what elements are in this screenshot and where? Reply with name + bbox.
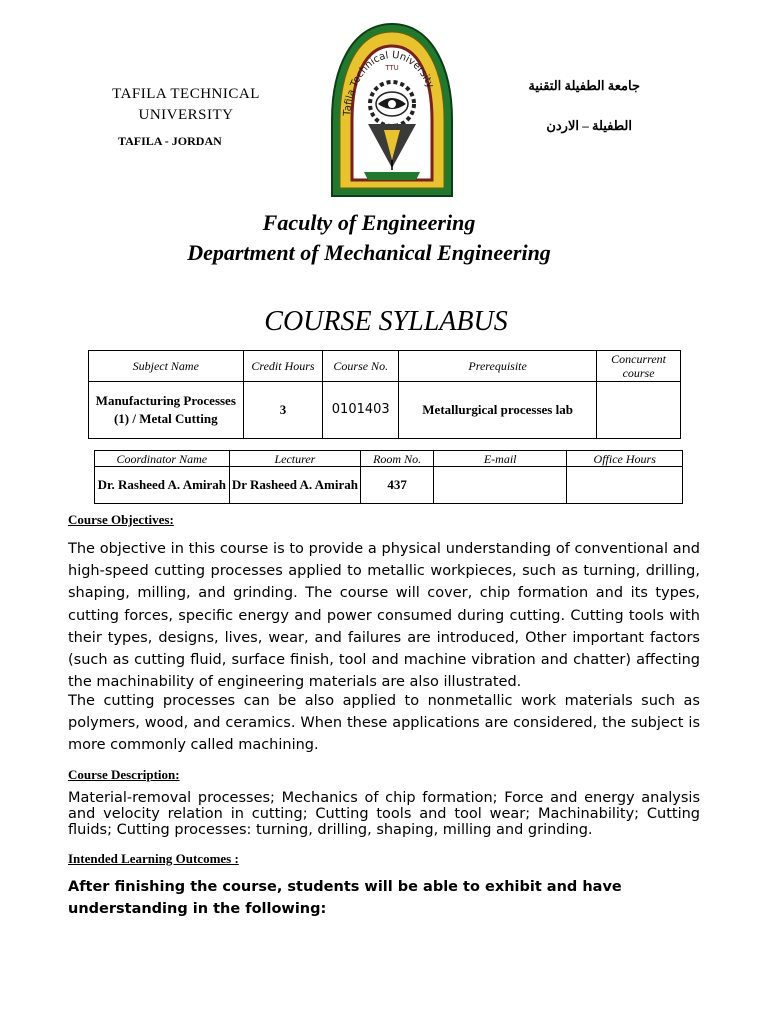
outcomes-heading: Intended Learning Outcomes :	[68, 851, 239, 866]
outcomes-intro: After finishing the course, students will be able to exhibit and have understanding in the following:	[68, 879, 622, 918]
course-info-row	[89, 382, 681, 439]
department-title: Department of Mechanical Engineering	[187, 240, 551, 265]
cell-concurrent-course	[597, 382, 681, 439]
cell-email	[433, 467, 566, 504]
university-name-ar: جامعة الطفيلة التقنية	[528, 78, 640, 93]
header-lecturer: Lecturer	[229, 451, 361, 467]
header-prerequisite: Prerequisite	[399, 351, 597, 382]
header-room-no: Room No.	[361, 451, 434, 467]
header-course-no: Course No.	[323, 351, 399, 382]
staff-info-row	[95, 467, 683, 504]
description-heading: Course Description:	[68, 767, 180, 782]
header-concurrent-course: Concurrent course	[597, 351, 681, 382]
cell-credit-hours: 3	[243, 382, 323, 439]
cell-coordinator-name: Dr. Rasheed A. Amirah	[95, 467, 230, 504]
faculty-title: Faculty of Engineering	[262, 210, 476, 235]
objectives-heading: Course Objectives:	[68, 512, 174, 527]
staff-info-header-row	[95, 451, 683, 467]
svg-text:Tafila Technical University: Tafila Technical University	[342, 49, 436, 117]
header-subject-name: Subject Name	[89, 351, 244, 382]
header-credit-hours: Credit Hours	[243, 351, 323, 382]
university-logo	[328, 20, 456, 202]
cell-subject-name: Manufacturing Processes (1) / Metal Cutting	[89, 382, 244, 439]
university-name-en: TAFILA TECHNICAL UNIVERSITY	[112, 86, 260, 123]
course-syllabus-title: COURSE SYLLABUS	[264, 306, 508, 337]
description-paragraph: Material-removal processes; Mechanics of chip formation; Force and energy analysis and velocity relation in cutting; Cutting tools and tool wear; Machinability; Cutting fluids; Cutting processes: turning, drilling, shaping, milling and grinding.	[68, 790, 700, 839]
svg-text:TTU: TTU	[385, 64, 399, 72]
cell-lecturer: Dr Rasheed A. Amirah	[229, 467, 361, 504]
cell-office-hours	[567, 467, 683, 504]
objectives-paragraph-1: The objective in this course is to provide a physical understanding of conventional and high-speed cutting processes applied to metallic workpieces, such as turning, drilling, shaping, milling, and grinding. The course will cover, chip formation and its types, cutting forces, specific energy and power consumed during cutting. Cutting tools with their types, designs, lives, wear, and failures are introduced, Other important factors (such as cutting fluid, surface finish, tool and machine vibration and chatter) affecting the machinability of engineering materials are also illustrated.	[68, 541, 700, 691]
cell-course-no: 0101403	[323, 382, 399, 439]
course-info-header-row	[89, 351, 681, 382]
staff-info-table	[94, 450, 683, 504]
university-location-ar: الطفيلة – الاردن	[546, 118, 632, 133]
course-info-table	[88, 350, 681, 439]
header-email: E-mail	[433, 451, 566, 467]
cell-prerequisite: Metallurgical processes lab	[399, 382, 597, 439]
header-coordinator-name: Coordinator Name	[95, 451, 230, 467]
cell-room-no: 437	[361, 467, 434, 504]
university-location-en: TAFILA - JORDAN	[118, 134, 222, 148]
objectives-paragraph-2: The cutting processes can be also applied to nonmetallic work materials such as polymers, wood, and ceramics. When these applications are considered, the subject is more commonly called machining.	[68, 693, 700, 754]
header-office-hours: Office Hours	[567, 451, 683, 467]
